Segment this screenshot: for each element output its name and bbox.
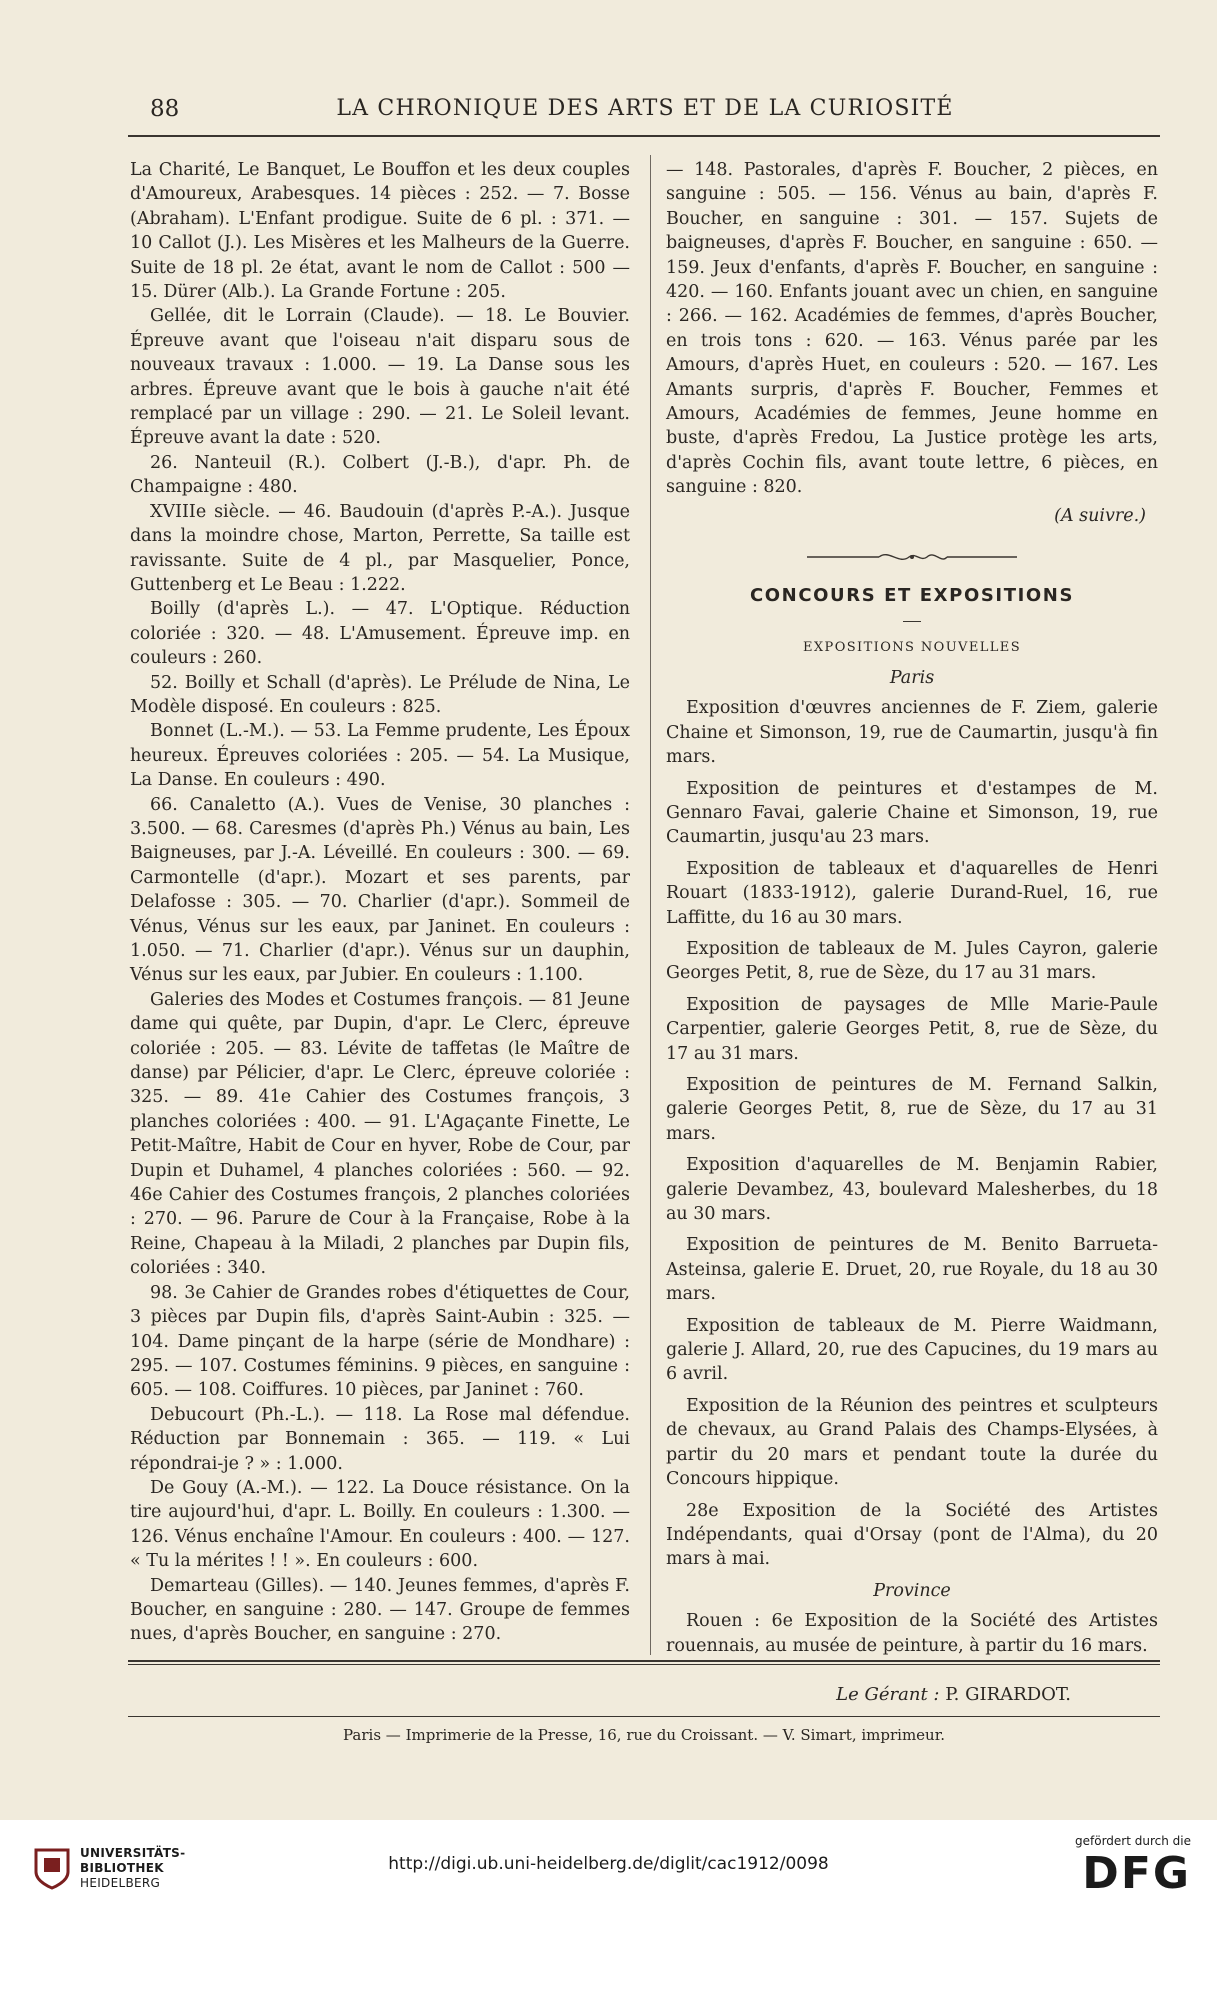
city-heading-paris: Paris xyxy=(889,667,935,688)
gerant-name: P. GIRARDOT. xyxy=(945,1684,1071,1705)
paragraph: 52. Boilly et Schall (d'après). Le Prélude de Nina, Le Modèle disposé. En couleurs : 825. xyxy=(130,672,630,717)
journal-title: LA CHRONIQUE DES ARTS ET DE LA CURIOSITÉ xyxy=(336,96,954,121)
paragraph: 26. Nanteuil (R.). Colbert (J.-B.), d'apr. Ph. de Champaigne : 480. xyxy=(130,452,630,498)
paragraph: Galeries des Modes et Costumes françois. — 81 Jeune dame qui quête, par Dupin, d'apr. Le Clerc, épreuve coloriée : 205. — 83. Lévite de taffetas (le Maître de danse) par Pélicier, d'apr. Le Clerc, épreuve coloriée : 325. — 89. 41e Cahier des Costumes françois, 3 planches coloriées : 400. — 91. L'Agaçante Finette, Le Petit-Maître, Habit de Cour en hyver, Robe de Cour, par Dupin et Duhamel, 4 planches coloriées : 560. — 92. 46e Cahier des Costumes françois, 2 planches coloriées : 270. — 96. Parure de Cour à la Française, Robe à la Reine, Chapeau à la Miladi, 2 planches par Dupin fils, coloriées : 340. xyxy=(130,989,630,1279)
digitization-banner xyxy=(0,1820,1217,1997)
imprint: Paris — Imprimerie de la Presse, 16, rue du Croissant. — V. Simart, imprimeur. xyxy=(343,1726,945,1744)
paragraph: 66. Canaletto (A.). Vues de Venise, 30 planches : 3.500. — 68. Caresmes (d'après Ph.) Vénus au bain, Les Baigneuses, par J.-A. Léveillé. En couleurs : 300. — 69. Carmontelle (d'apr.). Mozart et ses parents, par Delafosse : 305. — 70. Charlier (d'apr.). Sommeil de Vénus, Vénus sur les eaux, par Janinet. En couleurs : 1.050. — 71. Charlier (d'apr.). Vénus sur un dauphin, Vénus sur les eaux, par Jubier. En couleurs : 1.100. xyxy=(130,794,630,986)
exhibition-entry: Exposition d'aquarelles de M. Benjamin Rabier, galerie Devambez, 43, boulevard Malesherbes, du 18 au 30 mars. xyxy=(666,1155,1158,1225)
left-column xyxy=(130,158,630,1647)
gerant-label: Le Gérant : xyxy=(836,1684,940,1705)
exhibition-entry: Exposition de peintures de M. Benito Barrueta-Asteinsa, galerie E. Druet, 20, rue Royale, du 18 au 30 mars. xyxy=(666,1235,1158,1305)
paragraph: — 148. Pastorales, d'après F. Boucher, 2 pièces, en sanguine : 505. — 156. Vénus au bain, d'après F. Boucher, en sanguine : 301. — 157. Sujets de baigneuses, d'après F. Boucher, en sanguine : 650. — 159. Jeux d'enfants, d'après F. Boucher, en sanguine : 420. — 160. Enfants jouant avec un chien, en sanguine : 266. — 162. Académies de femmes, d'après Boucher, en trois tons : 620. — 163. Vénus parée par les Amours, d'après Huet, en couleurs : 520. — 167. Les Amants surpris, d'après F. Boucher, Femmes et Amours, Académies de femmes, Jeune homme en buste, d'après Fredou, La Justice protège les arts, d'après Cochin fils, avant toute lettre, 6 pièces, en sanguine : 820. xyxy=(666,160,1158,498)
exhibition-entry: Exposition de tableaux de M. Pierre Waidmann, galerie J. Allard, 20, rue des Capucines, du 19 mars au 6 avril. xyxy=(666,1315,1158,1385)
funder-caption: gefördert durch die xyxy=(1075,1834,1191,1848)
paragraph: Debucourt (Ph.-L.). — 118. La Rose mal défendue. Réduction par Bonnemain : 365. — 119. « Lui répondrai-je ? » : 1.000. xyxy=(130,1404,630,1474)
paragraph: La Charité, Le Banquet, Le Bouffon et les deux couples d'Amoureux, Arabesques. 14 pièces : 252. — 7. Bosse (Abraham). L'Enfant prodigue. Suite de 6 pl. : 371. — 10 Callot (J.). Les Misères et les Malheurs de la Guerre. Suite de 18 pl. 2e état, avant le nom de Callot : 500 — 15. Dürer (Alb.). La Grande Fortune : 205. xyxy=(130,160,630,303)
province-entry: Rouen : 6e Exposition de la Société des Artistes rouennais, au musée de peinture, à partir du 16 mars. xyxy=(666,1611,1158,1656)
subsection-title: EXPOSITIONS NOUVELLES xyxy=(803,639,1021,655)
paragraph: XVIIIe siècle. — 46. Baudouin (d'après P.-A.). Jusque dans la moindre chose, Marton, Perrette, Sa taille est ravissante. Suite de 4 pl., par Masquelier, Ponce, Guttenberg et Le Beau : 1.222. xyxy=(130,501,630,595)
exhibition-entry: Exposition de tableaux de M. Jules Cayron, galerie Georges Petit, 8, rue de Sèze, du 17 au 31 mars. xyxy=(666,938,1158,984)
header-rule xyxy=(128,135,1160,137)
city-heading-province: Province xyxy=(873,1580,951,1601)
paragraph: Bonnet (L.-M.). — 53. La Femme prudente, Les Époux heureux. Épreuves coloriées : 205. — 54. La Musique, La Danse. En couleurs : 490. xyxy=(130,721,630,791)
exhibition-entry: Exposition de peintures et d'estampes de M. Gennaro Favai, galerie Chaine et Simonson, 19, rue Caumartin, jusqu'au 23 mars. xyxy=(666,778,1158,848)
source-url-link[interactable]: http://digi.ub.uni-heidelberg.de/diglit/cac1912/0098 xyxy=(388,1854,829,1874)
library-line: BIBLIOTHEK xyxy=(80,1861,164,1875)
right-column xyxy=(666,158,1158,1665)
paragraph: De Gouy (A.-M.). — 122. La Douce résistance. On la tire aujourd'hui, d'apr. L. Boilly. En couleurs : 1.300. — 126. Vénus enchaîne l'Amour. En couleurs : 400. — 127. « Tu la mérites ! ! ». En couleurs : 600. xyxy=(130,1477,630,1572)
exhibition-entry: Exposition de la Réunion des peintres et sculpteurs de chevaux, au Grand Palais des Champs-Elysées, à partir du 20 mars et pendant toute la durée du Concours hippique. xyxy=(666,1395,1158,1490)
section-dash xyxy=(903,621,921,622)
exhibition-entry: 28e Exposition de la Société des Artistes Indépendants, quai d'Orsay (pont de l'Alma), du 20 mars à mai. xyxy=(666,1500,1158,1570)
footer-rule xyxy=(128,1716,1160,1717)
paragraph: Gellée, dit le Lorrain (Claude). — 18. Le Bouvier. Épreuve avant que l'oiseau n'ait disparu sous de nouveaux travaux : 1.000. — 19. La Danse sous les arbres. Épreuve avant que le bois à gauche n'ait été remplacé par un village : 290. — 21. Le Soleil levant. Épreuve avant la date : 520. xyxy=(130,306,630,449)
exhibition-entry: Exposition de peintures de M. Fernand Salkin, galerie Georges Petit, 8, rue de Sèze, du 17 au 31 mars. xyxy=(666,1075,1158,1144)
exhibition-entry: Exposition de paysages de Mlle Marie-Paule Carpentier, galerie Georges Petit, 8, rue de Sèze, du 17 au 31 mars. xyxy=(666,994,1158,1064)
paragraph: Boilly (d'après L.). — 47. L'Optique. Réduction coloriée : 320. — 48. L'Amusement. Épreuve imp. en couleurs : 260. xyxy=(130,599,630,669)
footer-rule xyxy=(128,1664,1160,1665)
column-divider xyxy=(650,155,651,1655)
dfg-logo: DFG xyxy=(1082,1848,1191,1899)
page-number: 88 xyxy=(150,96,180,122)
library-line: HEIDELBERG xyxy=(80,1876,161,1890)
gerant-line xyxy=(836,1684,1071,1705)
ornament-divider xyxy=(666,548,1158,566)
footer-rule xyxy=(128,1660,1160,1662)
exhibition-entry: Exposition de tableaux et d'aquarelles de Henri Rouart (1833-1912), galerie Durand-Ruel, 16, rue Laffitte, du 16 au 30 mars. xyxy=(666,858,1158,928)
a-suivre: (A suivre.) xyxy=(1054,505,1146,526)
ornament-icon xyxy=(807,549,1017,565)
running-head xyxy=(130,96,1160,126)
exhibition-entry: Exposition d'œuvres anciennes de F. Ziem, galerie Chaine et Simonson, 19, rue de Caumartin, jusqu'à fin mars. xyxy=(666,698,1158,768)
paragraph: Demarteau (Gilles). — 140. Jeunes femmes, d'après F. Boucher, en sanguine : 280. — 147. Groupe de femmes nues, d'après Boucher, en sanguine : 270. xyxy=(130,1575,630,1645)
library-line: UNIVERSITÄTS- xyxy=(80,1846,186,1860)
paragraph: 98. 3e Cahier de Grandes robes d'étiquettes de Cour, 3 pièces par Dupin fils, d'après Saint-Aubin : 325. — 104. Dame pinçant de la harpe (série de Mondhare) : 295. — 107. Costumes féminins. 9 pièces, en sanguine : 605. — 108. Coiffures. 10 pièces, par Janinet : 760. xyxy=(130,1282,630,1401)
section-title: CONCOURS ET EXPOSITIONS xyxy=(749,585,1075,607)
